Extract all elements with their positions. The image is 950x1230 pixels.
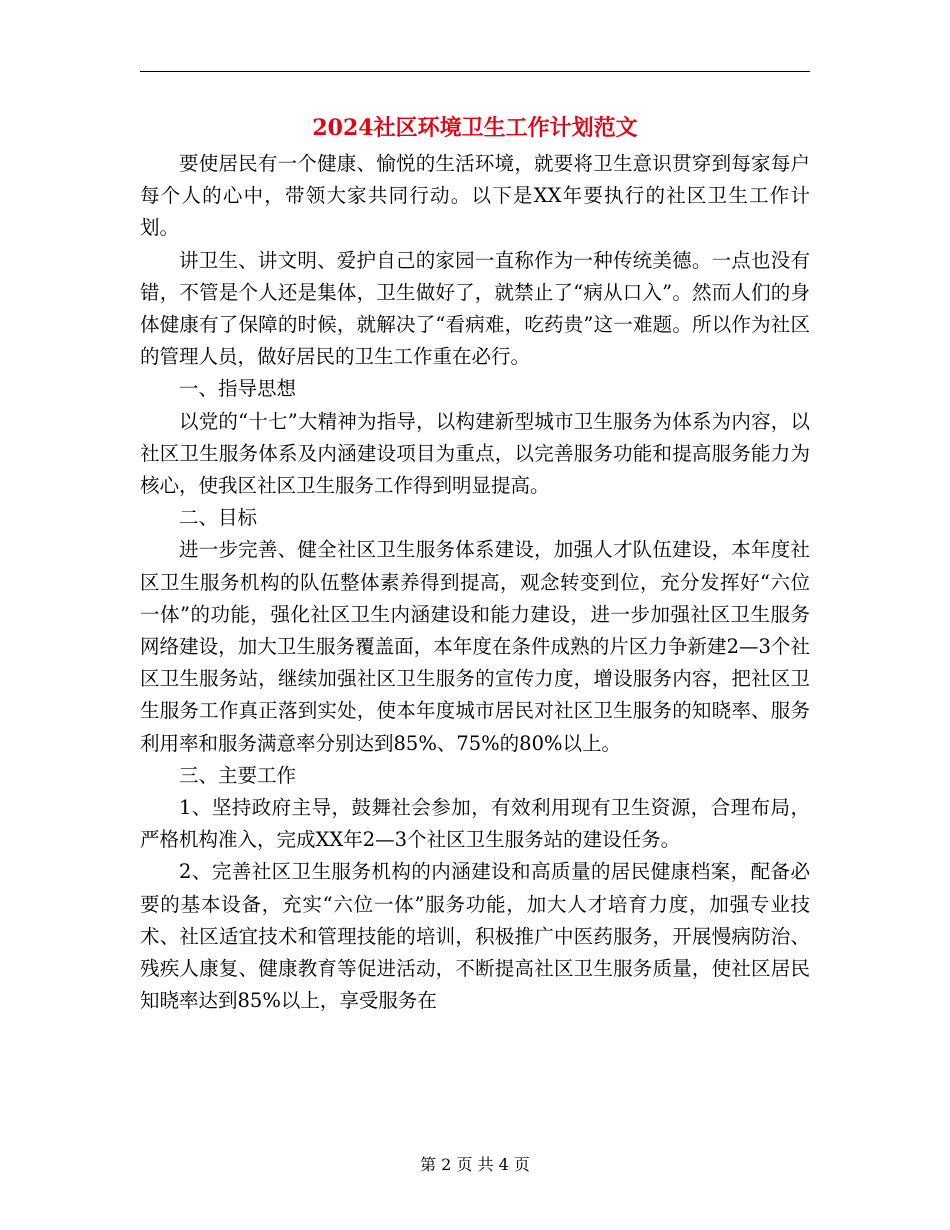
section-heading-goals: 二、目标 [179, 506, 258, 530]
paragraph-work-item-2: 2、完善社区卫生服务机构的内涵建设和高质量的居民健康档案，配备必要的基本设备，充实“六位一体”服务功能，加大人才培育力度，加强专业技术、社区适宜技术和管理技能的培训，积极推广中医药服务，开展慢病防治、残疾人康复、健康教育等促进活动，不断提高社区卫生服务质量，使社区居民知晓率达到85%以上，享受服务在 [140, 860, 810, 1013]
document-body [140, 148, 810, 1017]
section-heading-guiding-ideology: 一、指导思想 [179, 377, 297, 401]
section-heading-main-work: 三、主要工作 [179, 763, 297, 787]
document-title: 2024社区环境卫生工作计划范文 [312, 115, 638, 141]
header-rule [140, 71, 810, 72]
paragraph-hygiene: 讲卫生、讲文明、爱护自己的家园一直称作为一种传统美德。一点也没有错，不管是个人还是集体，卫生做好了，就禁止了“病从口入”。然而人们的身体健康有了保障的时候，就解决了“看病难，吃药贵”这一难题。所以作为社区的管理人员，做好居民的卫生工作重在必行。 [140, 248, 810, 369]
paragraph-guiding-ideology: 以党的“十七”大精神为指导，以构建新型城市卫生服务为体系为内容，以社区卫生服务体系及内涵建设项目为重点，以完善服务功能和提高服务能力为核心，使我区社区卫生服务工作得到明显提高。 [140, 409, 810, 498]
paragraph-work-item-1: 1、坚持政府主导，鼓舞社会参加，有效利用现有卫生资源，合理布局，严格机构准入，完成XX年2—3个社区卫生服务站的建设任务。 [140, 796, 810, 852]
page-footer: 第 2 页 共 4 页 [420, 1155, 530, 1174]
paragraph-intro: 要使居民有一个健康、愉悦的生活环境，就要将卫生意识贯穿到每家每户每个人的心中，带领大家共同行动。以下是XX年要执行的社区卫生工作计划。 [140, 152, 810, 240]
paragraph-goals: 进一步完善、健全社区卫生服务体系建设，加强人才队伍建设，本年度社区卫生服务机构的队伍整体素养得到提高，观念转变到位，充分发挥好“六位一体”的功能，强化社区卫生内涵建设和能力建设，进一步加强社区卫生服务网络建设，加大卫生服务覆盖面，本年度在条件成熟的片区力争新建2—3个社区卫生服务站，继续加强社区卫生服务的宣传力度，增设服务内容，把社区卫生服务工作真正落到实处，使本年度城市居民对社区卫生服务的知晓率、服务利用率和服务满意率分别达到85%、75%的80%以上。 [140, 538, 810, 755]
